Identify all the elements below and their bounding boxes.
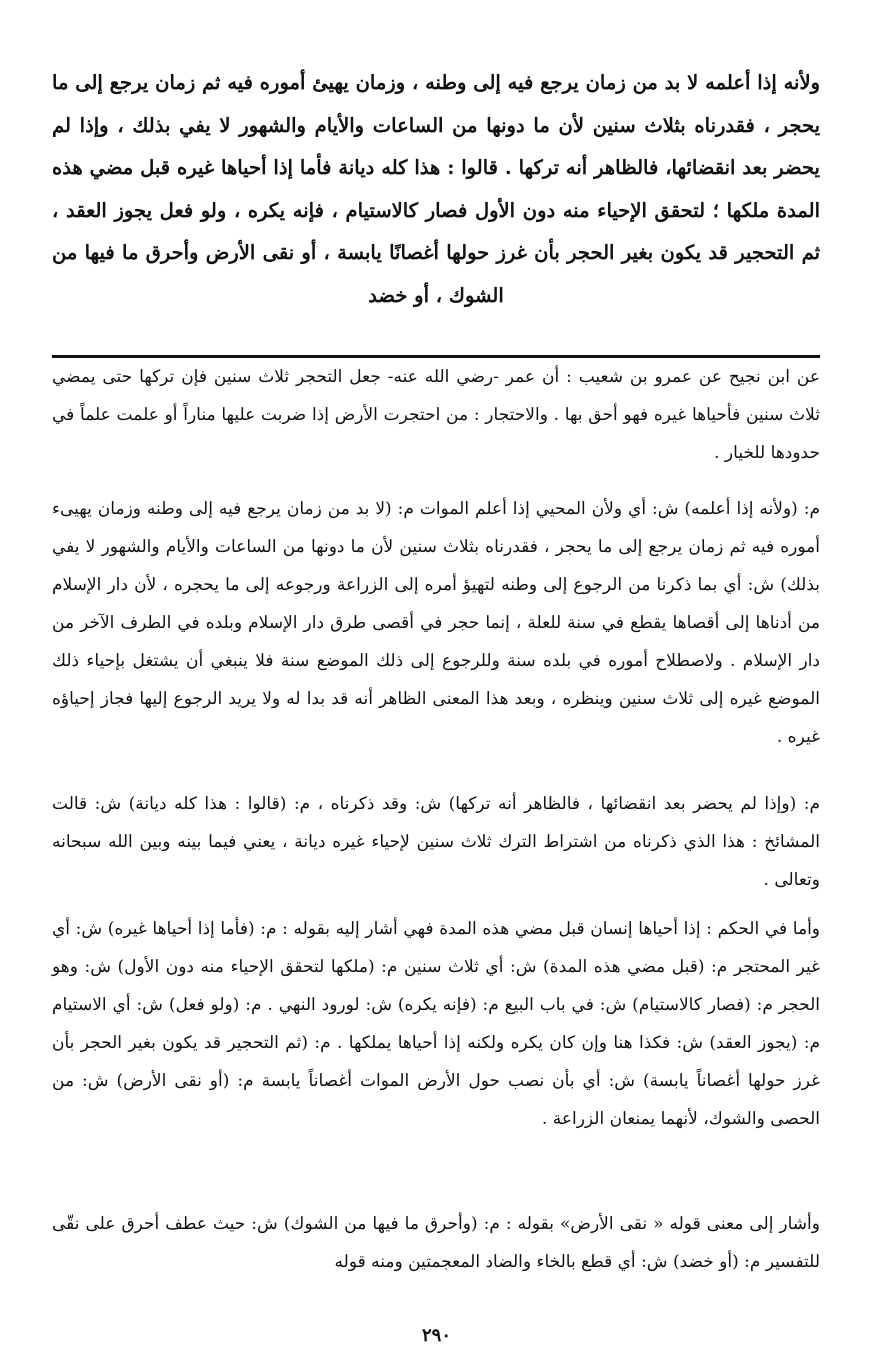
- main-text: ولأنه إذا أعلمه لا بد من زمان يرجع فيه إلى وطنه ، وزمان يهيئ أموره فيه ثم زمان يرجع إلى ما يحجر ، فقدرناه بثلاث سنين لأن ما دونها من الساعات والأيام والشهور لا يفي بذلك ، وإذا لم يحضر بعد انقضائها، فالظاهر أنه تركها . قالوا : هذا كله ديانة فأما إذا أحياها غيره قبل مضي هذه المدة ملكها ؛ لتحقق الإحياء منه دون الأول فصار كالاستيام ، فإنه يكره ، ولو فعل يجوز العقد ، ثم التحجير قد يكون بغير الحجر بأن غرز حولها أغصانًا يابسة ، أو نقى الأرض وأحرق ما فيها من الشوك ، أو خضد: [52, 71, 820, 307]
- page-number: ٢٩٠: [421, 1325, 451, 1346]
- commentary-paragraph-1: م: (ولأنه إذا أعلمه) ش: أي ولأن المحيي إذا أعلم الموات م: (لا بد من زمان يرجع فيه إلى وطنه وزمان يهيىء أموره فيه ثم زمان يرجع إلى ما يحجر ، فقدرناه بثلاث سنين لأن ما دونها من الساعات والأيام والشهور لا يفي بذلك) ش: أي بما ذكرنا من الرجوع إلى وطنه لتهيؤ أمره إلى الزراعة ورجوعه إلى ما يحجره ، لأن دار الإسلام من أدناها إلى أقصاها يقطع في سنة للعلة ، إنما حجر في أقصى طرق دار الإسلام وبلده في الطرف الآخر من دار الإسلام . ولاصطلاح أموره في بلده سنة وللرجوع إلى ذلك الموضع سنة فلا ينبغي أن يشتغل بإحياء ذلك الموضع غيره إلى ثلاث سنين وينظره ، وبعد هذا المعنى الظاهر أنه قد بدا له ولا يريد الرجوع إليها فجاز إحياؤه غيره .: [52, 499, 820, 747]
- commentary-paragraph-2: م: (وإذا لم يحضر بعد انقضائها ، فالظاهر أنه تركها) ش: وقد ذكرناه ، م: (قالوا : هذا كله ديانة) ش: قالت المشائخ : هذا الذي ذكرناه من اشتراط الترك ثلاث سنين لإحياء غيره ديانة ، يعني فيما بينه وبين الله سبحانه وتعالى .: [52, 794, 820, 890]
- footnote: عن ابن نجيح عن عمرو بن شعيب : أن عمر -رضي الله عنه- جعل التحجر ثلاث سنين فإن تركها حتى يمضي ثلاث سنين فأحياها غيره فهو أحق بها . والاحتجار : من احتجرت الأرض إذا ضربت عليها مناراً أو علمت علماً في حدودها للخيار .: [52, 367, 820, 463]
- commentary-paragraph-3: وأما في الحكم : إذا أحياها إنسان قبل مضي هذه المدة فهي أشار إليه بقوله : م: (فأما إذا أحياها غيره) ش: أي غير المحتجر م: (قبل مضي هذه المدة) ش: أي ثلاث سنين م: (ملكها لتحقق الإحياء منه دون الأول) ش: وهو الحجر م: (فصار كالاستيام) ش: في باب البيع م: (فإنه يكره) ش: لورود النهي . م: (ولو فعل) ش: أي الاستيام م: (يجوز العقد) ش: فكذا هنا وإن كان يكره ولكنه إذا أحياها يملكها . م: (ثم التحجير قد يكون بغير الحجر بأن غرز حولها أغصاناً يابسة) ش: أي بأن نصب حول الأرض الموات أغصاناً يابسة م: (أو نقى الأرض) ش: من الحصى والشوك، لأنهما يمنعان الزراعة .: [52, 919, 820, 1129]
- commentary-paragraph-4: وأشار إلى معنى قوله « نقى الأرض» بقوله : م: (وأحرق ما فيها من الشوك) ش: حيث عطف أحرق على نقّى للتفسير م: (أو خضد) ش: أي قطع بالخاء والضاد المعجمتين ومنه قوله: [52, 1214, 820, 1272]
